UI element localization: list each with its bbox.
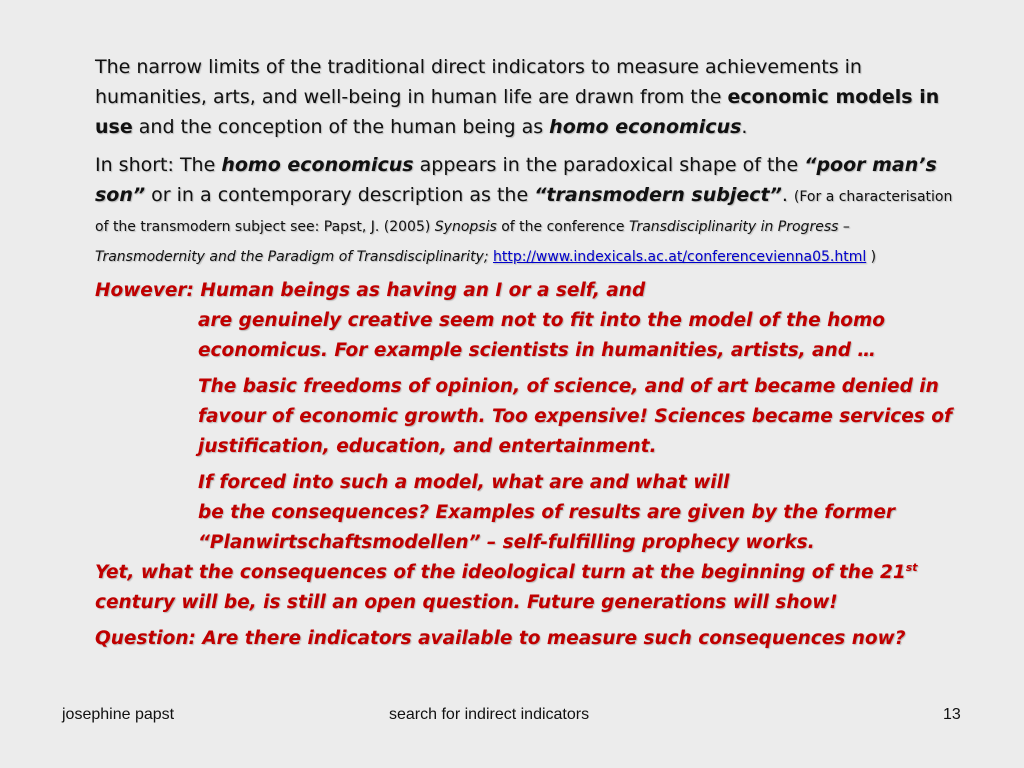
p1-text-2: and the conception of the human being as [132,116,550,138]
red-yet-text-2: century will be, is still an open question. Future generations will show! [95,592,838,613]
footer-title: search for indirect indicators [389,706,590,723]
footer-author: josephine papst [62,706,175,723]
red-consequences: be the consequences? Examples of results are given by the former “Planwirtschaftsmodellen” – self-fulfilling prophecy works. [198,502,896,553]
p1-homo-economicus: homo economicus [549,116,742,138]
p2-text-3: or in a contemporary description as the [145,184,535,206]
footer-page-number: 13 [943,706,961,723]
red-yet-sup: st [905,560,918,574]
p1-bold-economic-models: economic models in use [95,86,940,138]
paragraph-2 [95,150,955,270]
p2-poor-mans-son: “poor man’s son” [95,154,937,206]
p1-text-1: The narrow limits of the traditional direct indicators to measure achievements in humanities, arts, and well-being in human life are drawn from the [95,56,862,108]
red-freedoms: The basic freedoms of opinion, of science, and of art became denied in favour of economic growth. Too expensive! Sciences became services of justification, education, and entertainment. [198,376,953,457]
red-question: Question: Are there indicators available to measure such consequences now? [95,628,906,649]
p2-transmodern-subject: “transmodern subject” [534,184,782,206]
red-forced: If forced into such a model, what are and what will [198,472,730,493]
red-yet-text: Yet, what the consequences of the ideological turn at the beginning of the 21 [95,562,906,583]
red-creative: are genuinely creative seem not to fit into the model of the homo economicus. For example scientists in humanities, artists, and … [198,310,885,361]
paragraph-1 [95,52,955,142]
p2-ref-close: ) [866,249,877,265]
p2-text-4: . [781,184,794,206]
p2-text-1: In short: The [95,154,222,176]
slide-content [95,52,955,654]
p2-ref-synopsis: Synopsis [434,219,497,235]
p2-ref-text-1: (For a characterisation of the transmodern subject see: Papst, J. (2005) [95,189,953,235]
p2-homo-economicus: homo economicus [221,154,414,176]
conference-link[interactable]: http://www.indexicals.ac.at/conferencevienna05.html [493,249,867,265]
red-block [95,276,955,654]
p2-ref-conference-title: Transdisciplinarity in Progress – Transmodernity and the Paradigm of Transdisciplinarity; [95,219,850,265]
p2-text-2: appears in the paradoxical shape of the [413,154,805,176]
p2-ref-text-2: of the conference [496,219,629,235]
red-yet [95,558,955,618]
p1-text-3: . [741,116,748,138]
red-however: However: Human beings as having an I or a self, and [95,280,646,301]
